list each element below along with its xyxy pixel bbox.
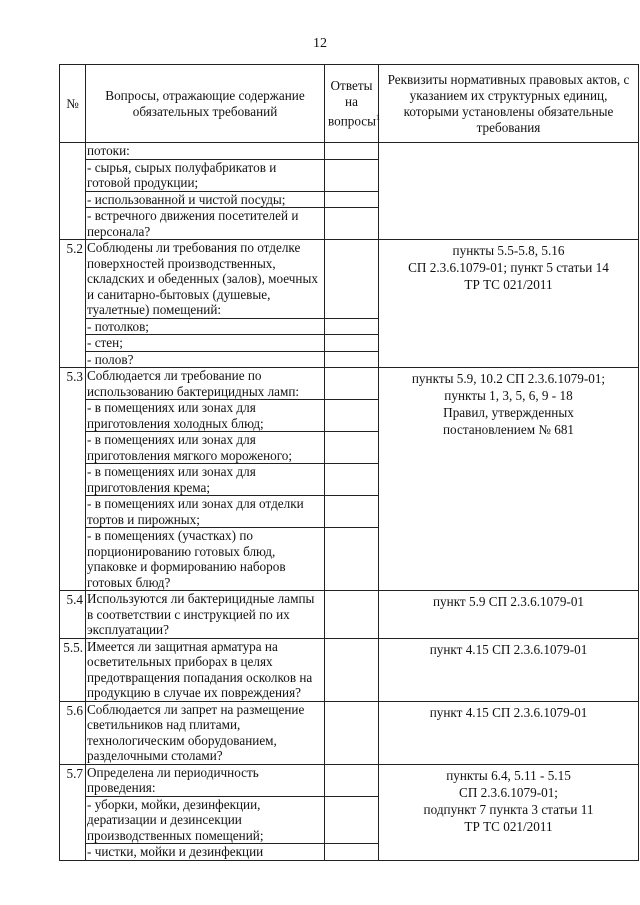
reference-cell xyxy=(379,143,639,240)
question-subitem: - встречного движения посетителей и персонала? xyxy=(86,208,325,240)
page-number: 12 xyxy=(313,36,327,51)
row-number: 5.2 xyxy=(60,240,86,368)
header-answer-text: Ответы на вопросы xyxy=(328,77,377,129)
reference-line: пункт 4.15 СП 2.3.6.1079-01 xyxy=(429,704,588,720)
reference-cell xyxy=(379,701,639,764)
reference-line: пункты 5.9, 10.2 СП 2.3.6.1079-01; xyxy=(411,371,606,386)
question-subitem: - чистки, мойки и дезинфекции xyxy=(86,844,325,861)
question-subitem: - в помещениях или зонах для приготовления мягкого мороженого; xyxy=(86,432,325,464)
question-subitem: - стен; xyxy=(86,335,325,352)
question-subitem: - полов? xyxy=(86,351,325,368)
answer-cell[interactable] xyxy=(325,351,379,368)
reference-line: постановлением № 681 xyxy=(442,422,575,437)
reference-line: пункты 6.4, 5.11 - 5.15 xyxy=(446,767,571,783)
row-number: 5.4 xyxy=(60,591,86,639)
answer-cell[interactable] xyxy=(325,764,379,796)
table-row xyxy=(60,240,639,319)
reference-line: пункты 5.5-5.8, 5.16 xyxy=(452,243,565,258)
table-row xyxy=(60,764,639,796)
answer-cell[interactable] xyxy=(325,796,379,844)
question-text: потоки: xyxy=(86,143,325,160)
question-subitem: - в помещениях или зонах для приготовления крема; xyxy=(86,464,325,496)
answer-cell[interactable] xyxy=(325,159,379,191)
question-text: Имеется ли защитная арматура на осветительных приборах в целях предотвращения попадания осколков на продукцию в случае их повреждения? xyxy=(86,638,325,701)
reference-line: подпункт 7 пункта 3 статьи 11 xyxy=(423,801,594,817)
reference-line: СП 2.3.6.1079-01; пункт 5 статьи 14 xyxy=(408,260,609,275)
question-text: Соблюдается ли требование по использованию бактерицидных ламп: xyxy=(86,368,325,400)
reference-line: СП 2.3.6.1079-01; xyxy=(459,784,558,800)
question-text: Соблюдается ли запрет на размещение светильников над плитами, технологическим оборудованием, разделочными столами? xyxy=(86,701,325,764)
reference-cell xyxy=(379,368,639,591)
answer-cell[interactable] xyxy=(325,528,379,591)
answer-cell[interactable] xyxy=(325,701,379,764)
answer-cell[interactable] xyxy=(325,844,379,861)
row-number: 5.6 xyxy=(60,701,86,764)
question-subitem: - уборки, мойки, дезинфекции, дератизации и дезинсекции производственных помещений; xyxy=(86,796,325,844)
reference-line: ТР ТС 021/2011 xyxy=(464,277,553,292)
question-text: Используются ли бактерицидные лампы в соответствии с инструкцией по их эксплуатации? xyxy=(86,591,325,639)
reference-line: пункт 5.9 СП 2.3.6.1079-01 xyxy=(432,594,585,609)
answer-cell[interactable] xyxy=(325,191,379,208)
reference-line: ТР ТС 021/2011 xyxy=(464,818,553,834)
answer-cell[interactable] xyxy=(325,496,379,528)
row-number xyxy=(60,143,86,240)
table-row xyxy=(60,368,639,400)
row-number: 5.7 xyxy=(60,764,86,860)
reference-cell xyxy=(379,638,639,701)
header-answer-footnote: 1 xyxy=(376,112,381,122)
reference-line: Правил, утвержденных xyxy=(443,405,574,420)
answer-cell[interactable] xyxy=(325,432,379,464)
header-question: Вопросы, отражающие содержание обязательных требований xyxy=(86,65,325,143)
answer-cell[interactable] xyxy=(325,240,379,319)
question-subitem: - сырья, сырых полуфабрикатов и готовой продукции; xyxy=(86,159,325,191)
reference-cell xyxy=(379,591,639,639)
question-subitem: - в помещениях или зонах для отделки тортов и пирожных; xyxy=(86,496,325,528)
answer-cell[interactable] xyxy=(325,591,379,639)
reference-cell xyxy=(379,764,639,860)
row-number: 5.5. xyxy=(60,638,86,701)
header-num: № xyxy=(60,65,86,143)
question-text: Определена ли периодичность проведения: xyxy=(86,764,325,796)
answer-cell[interactable] xyxy=(325,335,379,352)
question-text: Соблюдены ли требования по отделке поверхностей производственных, складских и обеденных (залов), моечных и санитарно-бытовых (душевые, туалетные) помещений: xyxy=(86,240,325,319)
answer-cell[interactable] xyxy=(325,464,379,496)
answer-cell[interactable] xyxy=(325,143,379,160)
question-subitem: - использованной и чистой посуды; xyxy=(86,191,325,208)
table-row xyxy=(60,591,639,639)
question-subitem: - в помещениях (участках) по порционированию готовых блюд, упаковке и формированию наборов готовых блюд? xyxy=(86,528,325,591)
answer-cell[interactable] xyxy=(325,638,379,701)
table-row xyxy=(60,638,639,701)
question-subitem: - потолков; xyxy=(86,318,325,335)
answer-cell[interactable] xyxy=(325,318,379,335)
question-subitem: - в помещениях или зонах для приготовления холодных блюд; xyxy=(86,400,325,432)
row-number: 5.3 xyxy=(60,368,86,591)
answer-cell[interactable] xyxy=(325,400,379,432)
header-answer xyxy=(325,65,379,143)
reference-cell xyxy=(379,240,639,368)
answer-cell[interactable] xyxy=(325,208,379,240)
table-row xyxy=(60,701,639,764)
requirements-table xyxy=(59,64,639,861)
answer-cell[interactable] xyxy=(325,368,379,400)
table-row xyxy=(60,143,639,160)
reference-line: пункты 1, 3, 5, 6, 9 - 18 xyxy=(444,388,573,403)
table-header xyxy=(60,65,639,143)
header-reference: Реквизиты нормативных правовых актов, с указанием их структурных единиц, которыми установлены обязательные требования xyxy=(379,65,639,143)
reference-line: пункт 4.15 СП 2.3.6.1079-01 xyxy=(429,641,588,657)
